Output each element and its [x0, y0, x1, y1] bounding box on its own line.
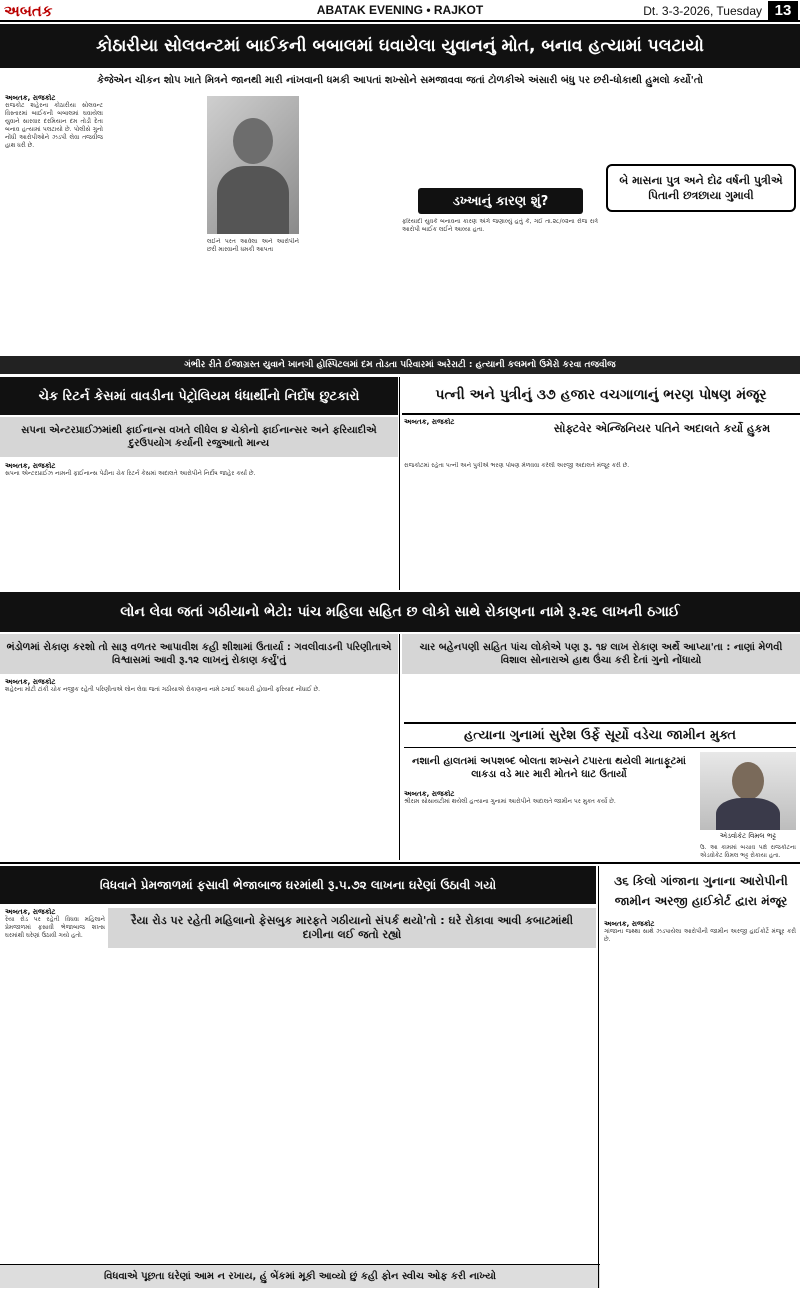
- story1-photo-shoulders: [217, 166, 289, 234]
- story1-column-1: [5, 94, 103, 356]
- story4-body-block: [5, 678, 397, 858]
- story3-lead: [404, 418, 524, 458]
- story6-body-block: [5, 908, 105, 1260]
- masthead-date: Dt. 3-3-2026, Tuesday: [643, 4, 762, 18]
- masthead-logo: અબતક: [4, 2, 53, 20]
- story3-headline: પત્ની અને પુત્રીનું ૩૭ હજાર વચગાળાનું ભરણ પોષણ મંજૂર: [402, 377, 800, 415]
- story6-columns: [108, 952, 596, 1260]
- story1-footer: ગંભીર રીતે ઈજાગ્રસ્ત યુવાને ખાનગી હોસ્પિટલમાં દમ તોડતા પરિવારમાં અરેરાટી : હત્યાની કલમનો ઉમેરો કરવા તજવીજ: [0, 356, 800, 374]
- story2-body: સપના એન્ટરપ્રાઈઝ નામની ફાઈનાન્સ પેઢીના ચેક રિટર્ન કેસમાં અદાલતે આરોપીને નિર્દોષ જાહેર કર્યા છે.: [5, 470, 256, 477]
- story4-subhead-right: ચાર બહેનપણી સહિત પાંચ લોકોએ પણ રૂ. ૧૪ લાખ રોકાણ અર્થે આપ્યા'તા : નાણાં મેળવી વિશાલ સોનારાએ હાથ ઉંચા કરી દેતાં ગુનો નોંધાયો: [402, 634, 800, 674]
- story3-body: રાજકોટમાં રહેતા પત્ની અને પુત્રીએ ભરણ પોષણ મેળવવા કરેલી અરજી અદાલતે મંજૂર કરી છે.: [404, 462, 630, 469]
- section-rule: [0, 862, 800, 864]
- story2-headline: ચેક રિટર્ન કેસમાં વાવડીના પેટ્રોલિયમ ધંધાર્થીનો નિર્દોષ છુટકારો: [0, 377, 398, 415]
- story6-dateline: અબતક, રાજકોટ: [5, 908, 56, 916]
- story5-body: શ્રીરામ સોસાયટીમાં થયેલી હત્યાના ગુનામાં આરોપીને અદાલતે જામીન પર મુક્ત કર્યો છે.: [404, 798, 616, 805]
- story7-dateline: અબતક, રાજકોટ: [604, 920, 655, 928]
- story7-body-block: [604, 920, 796, 1284]
- story5-subhead: નશાની હાલતમાં અપશબ્દ બોલતા શખ્સને ટપારતા થયેલી માતાફૂટમાં લાકડા વડે માર મારી મોતને ઘાટ ઉતાર્યો: [412, 756, 686, 780]
- story6-body: રૈયા રોડ પર રહેતી વિધવા મહિલાને પ્રેમજાળમાં ફસાવી ભેજાબાજ શખ્સ ઘરમાંથી ઘરેણાં ઉઠાવી ગયો હતો.: [5, 916, 105, 939]
- story4-dateline: અબતક, રાજકોટ: [5, 678, 56, 686]
- story1-column-2: [106, 94, 204, 356]
- story1-side-title: બે માસના પુત્ર અને દોઢ વર્ષની પુત્રીએ પિતાની છત્રછાયા ગુમાવી: [606, 164, 796, 212]
- story1-body: રાજકોટ શહેરના કોઠારીયા સોલવન્ટ વિસ્તારમાં બાઈકની બબાલમાં ઘવાયેલા યુવાને સારવાર દરમિયાન દમ તોડી દેતા બનાવ હત્યામાં પલટાયો છે. પોલીસે ગુનો નોંધી આરોપીઓને ઝડપી લેવા તજવીજ હાથ ધરી છે.: [5, 102, 103, 149]
- story4-headline: લોન લેવા જતાં ગઠીયાનો ભેટો: પાંચ મહિલા સહિત છ લોકો સાથે રોકાણના નામે રૂ.૨૬ લાખની ઠગાઈ: [0, 592, 800, 632]
- story5-dateline: અબતક, રાજકોટ: [404, 790, 455, 798]
- story4-body-right: [404, 678, 796, 720]
- story5-photo-shoulders: [716, 798, 780, 830]
- column-divider-3: [598, 866, 599, 1288]
- story7-headline: ૩૬ કિલો ગાંજાના ગુનાના આરોપીની જામીન અરજી હાઈકોર્ટ દ્વારા મંજૂર: [602, 866, 800, 916]
- story1-photo-face: [233, 118, 273, 164]
- masthead: [0, 0, 800, 22]
- story1-continuation: [402, 96, 598, 186]
- story4-body: શહેરના મોટી ટાંકી ચોક નજીક રહેતી પરિણીતાએ લોન લેવા જતાં ગઠીયાએ રોકાણના નામે ઠગાઈ આચરી હોવાની ફરિયાદ નોંધાઈ છે.: [5, 686, 321, 693]
- story5-photo-caption: એડવોકેટ વિમલ ભટ્ટ: [719, 832, 777, 840]
- story6-footer: વિધવાએ પૂછતા ઘરેણાં આમ ન રખાય, હું બેંકમાં મૂકી આવ્યો છું કહી ફોન સ્વીચ ઓફ કરી નાખ્યો: [0, 1264, 600, 1288]
- story3-subhead: સોફ્ટવેર એન્જિનિયર પતિને અદાલતે કર્યો હુકમ: [553, 422, 771, 435]
- story1-photo-caption: લઈને પરત આવેલા અને આરોપીને છરી મારવાની ધમકી આપતા: [207, 238, 299, 253]
- story5-headline: હત્યાના ગુનામાં સુરેશ ઉર્ફે સૂર્યો વડેચા જામીન મુક્ત: [404, 722, 796, 748]
- story5-advocate-photo: [700, 752, 796, 830]
- story5-photo-face: [732, 762, 764, 800]
- story1-dateline: અબતક, રાજકોટ: [5, 94, 56, 102]
- story6-subhead: રૈયા રોડ પર રહેતી મહિલાનો ફેસબુક મારફતે ગઠીયાનો સંપર્ક થયો'તો : ઘરે રોકાવા આવી કબાટમાંથી દાગીના લઈ જતો રહ્યો: [108, 908, 596, 948]
- story2-subhead: સપના એન્ટરપ્રાઈઝમાંથી ફાઈનાન્સ વખતે લીધેલ ૪ ચેકોનો ફાઈનાન્સર અને ફરિયાદીએ દુરઉપયોગ કર્યાની રજુઆતો માન્ય: [0, 417, 398, 457]
- story6-headline: વિધવાને પ્રેમજાળમાં ફસાવી ભેજાબાજ ઘરમાંથી રૂ.૫.૭૨ લાખના ઘરેણાં ઉઠાવી ગયો: [0, 866, 596, 904]
- story1-subhead: કેજેએન ચીકન શોપ ખાતે મિત્રને જાનથી મારી નાંખવાની ધમકી આપતાં શખ્સોને સમજાવવા જતાં ટોળકીએ અંસારી બંધુ પર છરી-ધોકાથી હુમલો કર્યો'તો: [97, 74, 703, 86]
- column-divider-1: [399, 377, 400, 590]
- page-number: 13: [768, 1, 798, 20]
- story1-box-title: ડખ્ખાનું કારણ શું?: [418, 188, 583, 214]
- story1-box-body: ફરિયાદી યુવકે બનાવના કારણ અંગે જણાવ્યું હતું કે, ગઈ તા.૨૮/૦૨ના રોજ રાત્રે આરોપી બાઈક લઈને આવ્યા હતા.: [402, 218, 598, 233]
- story3-dateline: અબતક, રાજકોટ: [404, 418, 455, 426]
- story1-headline: કોઠારીયા સોલવન્ટમાં બાઈકની બબાલમાં ઘવાયેલા યુવાનનું મોત, બનાવ હત્યામાં પલટાયો: [0, 24, 800, 68]
- story1-victim-photo: [207, 96, 299, 234]
- masthead-edition: ABATAK EVENING • RAJKOT: [316, 3, 484, 17]
- story1-side-body: [602, 216, 796, 356]
- story1-right-text: [602, 96, 796, 162]
- story7-body: ગાંજાના જથ્થા સાથે ઝડપાયેલા આરોપીની જામીન અરજી હાઈકોર્ટે મંજૂર કરી છે.: [604, 928, 796, 943]
- story4-subhead-left: ભંડોળમાં રોકાણ કરશો તો સારૂ વળતર આપાવીશ કહી શીશામાં ઉતાર્યા : ગવલીવાડની પરિણીતાએ વિશ્વાસમાં આવી રૂ.૧૨ લાખનું રોકાણ કર્યું'તું: [0, 634, 398, 674]
- story1-column-3: [302, 94, 398, 356]
- story5-body-block: [404, 790, 694, 860]
- story5-caption-right: ઉ. આ કામમાં બચાવ પક્ષે રાજકોટના એડવોકેટ વિમલ ભટ્ટ રોકાયા હતા.: [700, 844, 796, 859]
- story2-body-block: [5, 462, 397, 586]
- column-divider-2: [399, 634, 400, 860]
- story2-dateline: અબતક, રાજકોટ: [5, 462, 56, 470]
